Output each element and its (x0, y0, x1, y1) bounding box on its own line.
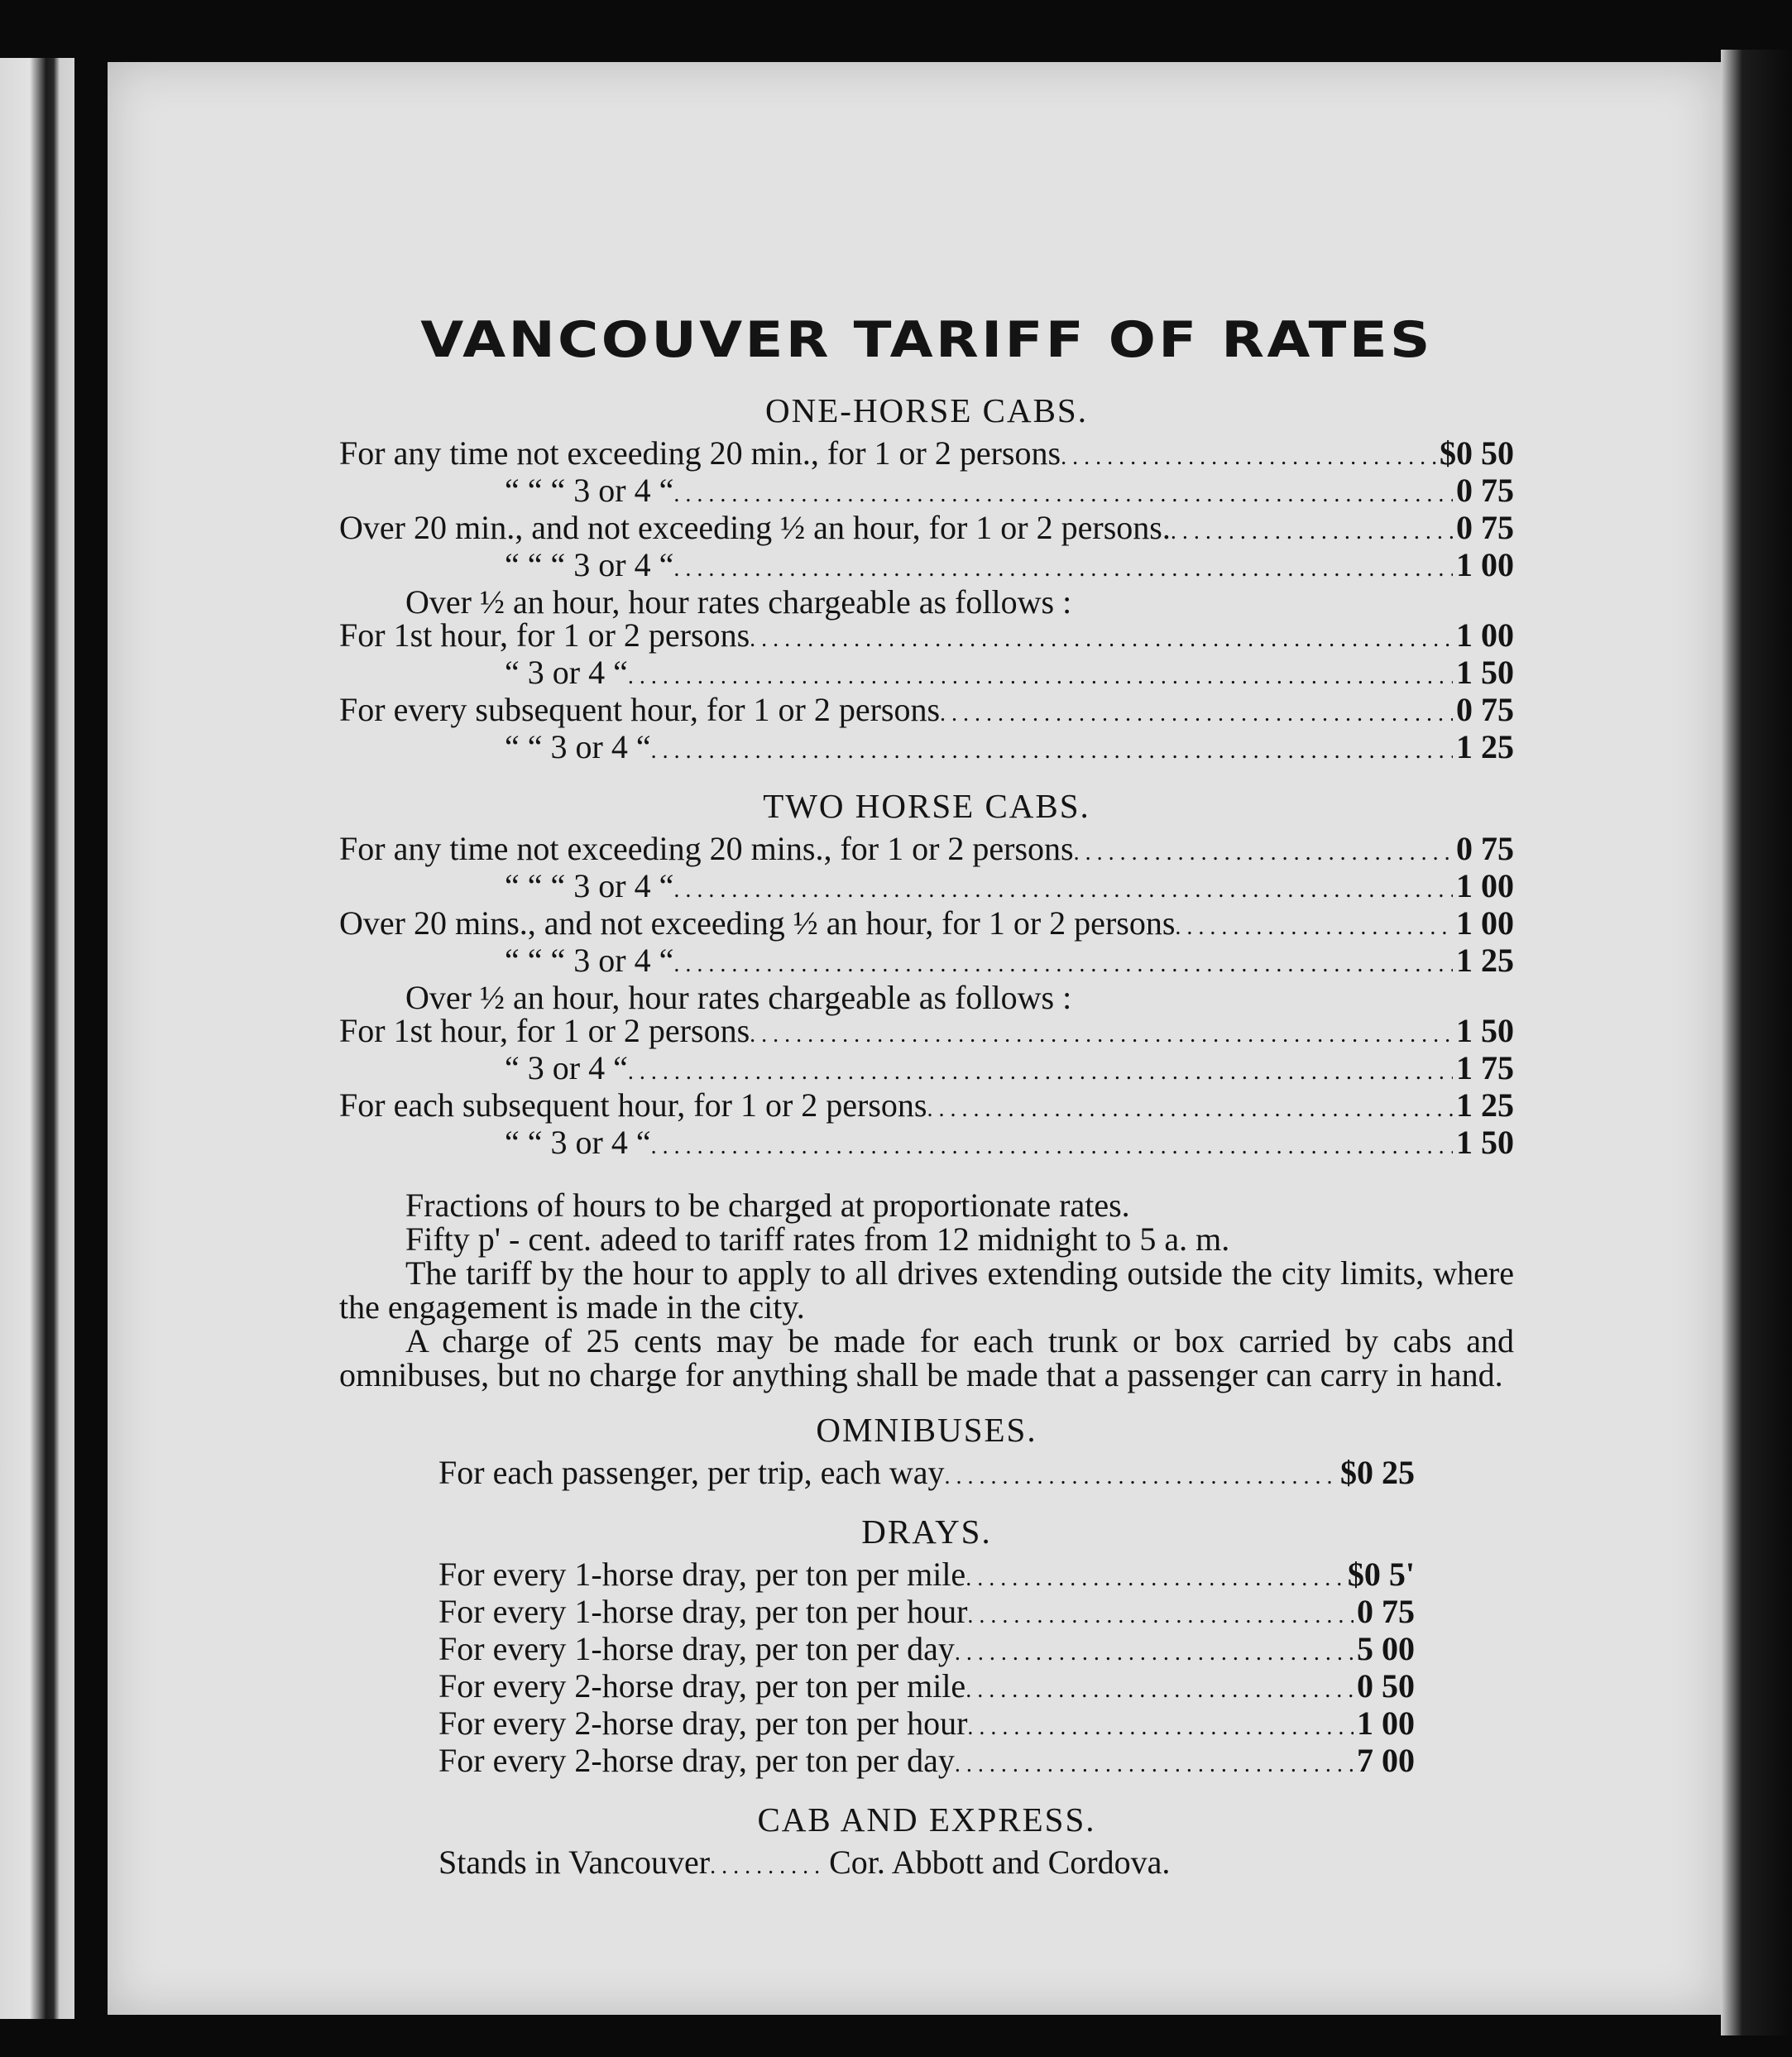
rate-label: For any time not exceeding 20 min., for 1 or 2 persons (339, 434, 1061, 472)
rate-label: For every 2-horse dray, per ton per day (438, 1742, 955, 1779)
rate-amount: 0 75 (1456, 509, 1514, 546)
rate-label: “ 3 or 4 “ (505, 1049, 628, 1086)
note-paragraph: The tariff by the hour to apply to all drives extending outside the city limits, where the engagement is made in the city. (339, 1254, 1514, 1326)
rate-row (339, 546, 1514, 586)
stand-row (438, 1846, 1415, 1883)
rate-label: For every subsequent hour, for 1 or 2 persons (339, 691, 941, 728)
rate-label: For each subsequent hour, for 1 or 2 persons (339, 1086, 927, 1124)
rate-label: “ “ “ 3 or 4 “ (505, 942, 674, 979)
rate-amount: 0 50 (1357, 1667, 1415, 1705)
cab-express-stands (339, 1846, 1415, 1883)
rate-amount: 1 25 (1456, 942, 1514, 979)
rate-amount: 0 75 (1357, 1593, 1415, 1630)
rate-label: “ “ “ 3 or 4 “ (505, 867, 674, 904)
section-heading-drays: DRAYS. (861, 1513, 992, 1551)
rate-row (438, 1558, 1415, 1595)
rate-label: “ “ “ 3 or 4 “ (505, 546, 674, 583)
rate-label: For every 1-horse dray, per ton per mile (438, 1556, 966, 1593)
note-paragraph: A charge of 25 cents may be made for each trunk or box carried by cabs and omnibuses, but no charge for anything shall be made that a passenger can carry in hand. (339, 1322, 1514, 1393)
rate-amount: 1 50 (1456, 1012, 1514, 1049)
page-title: VANCOUVER TARIFF OF RATES (420, 311, 1433, 369)
rate-amount: $0 5' (1347, 1556, 1415, 1593)
dray-rates (339, 1558, 1415, 1781)
rate-amount: 1 50 (1456, 654, 1514, 691)
rate-row (339, 904, 1514, 944)
rate-amount: 1 00 (1456, 904, 1514, 942)
rate-note: Over ½ an hour, hour rates chargeable as follows : (405, 979, 1072, 1016)
rate-row (438, 1595, 1415, 1633)
rate-row (438, 1707, 1415, 1744)
binding-edge (0, 58, 74, 2019)
stand-label: Stands in Vancouver (438, 1844, 711, 1881)
rate-amount: 1 00 (1357, 1705, 1415, 1742)
stand-location: Cor. Abbott and Cordova. (829, 1844, 1171, 1881)
rate-row (339, 1049, 1514, 1089)
section-heading-two-horse: TWO HORSE CABS. (763, 787, 1090, 825)
rate-amount: 1 00 (1456, 546, 1514, 583)
rate-amount: 0 75 (1456, 830, 1514, 867)
rate-row (438, 1630, 1415, 1670)
tariff-content (339, 308, 1514, 1883)
rate-row (438, 1456, 1415, 1494)
rate-row (438, 1667, 1415, 1707)
rate-amount: 1 00 (1456, 616, 1514, 654)
rate-amount: 7 00 (1357, 1742, 1415, 1779)
omnibus-rates (339, 1456, 1415, 1494)
note-paragraph: Fractions of hours to be charged at proportionate rates. (405, 1187, 1130, 1224)
rate-label: “ “ 3 or 4 “ (505, 1124, 651, 1161)
rate-label: For each passenger, per trip, each way (438, 1454, 945, 1491)
section-heading-one-horse: ONE-HORSE CABS. (765, 391, 1088, 429)
rate-row (339, 832, 1514, 870)
rate-label: For 1st hour, for 1 or 2 persons (339, 1012, 750, 1049)
rate-row (339, 693, 1514, 731)
rate-row (339, 434, 1514, 474)
rate-row (339, 1086, 1514, 1126)
rate-row (339, 656, 1514, 693)
rate-label: For every 2-horse dray, per ton per hour (438, 1705, 968, 1742)
rate-row (339, 474, 1514, 511)
rate-label: Over 20 min., and not exceeding ½ an hour, for 1 or 2 persons. (339, 509, 1171, 546)
rate-row (339, 616, 1514, 656)
rate-row (438, 1744, 1415, 1781)
rate-label: “ 3 or 4 “ (505, 654, 628, 691)
rate-amount: 1 50 (1456, 1124, 1514, 1161)
rate-amount: 0 75 (1456, 691, 1514, 728)
rate-label: For any time not exceeding 20 mins., for 1 or 2 persons (339, 830, 1074, 867)
rate-amount: $0 25 (1340, 1454, 1415, 1491)
rate-amount: 1 25 (1456, 1086, 1514, 1124)
rate-row (339, 1126, 1514, 1163)
rate-row (339, 1014, 1514, 1052)
section-heading-omnibuses: OMNIBUSES. (816, 1411, 1037, 1449)
rate-label: For every 1-horse dray, per ton per day (438, 1630, 955, 1667)
rate-row (339, 728, 1514, 768)
rate-amount: 5 00 (1357, 1630, 1415, 1667)
section-heading-cab-express: CAB AND EXPRESS. (757, 1800, 1096, 1839)
rate-label: For every 1-horse dray, per ton per hour (438, 1593, 968, 1630)
rate-amount: $0 50 (1440, 434, 1514, 472)
rate-row (339, 511, 1514, 549)
rate-row (339, 867, 1514, 907)
rate-label: “ “ “ 3 or 4 “ (505, 472, 674, 509)
page-edge-shadow (1721, 50, 1792, 2035)
tariff-notes (339, 1188, 1514, 1392)
rate-label: For 1st hour, for 1 or 2 persons (339, 616, 750, 654)
two-horse-rates (339, 832, 1514, 1163)
rate-label: For every 2-horse dray, per ton per mile (438, 1667, 966, 1705)
rate-note: Over ½ an hour, hour rates chargeable as follows : (405, 583, 1072, 621)
rate-amount: 0 75 (1456, 472, 1514, 509)
rate-amount: 1 00 (1456, 867, 1514, 904)
one-horse-rates (339, 434, 1514, 768)
rate-label: “ “ 3 or 4 “ (505, 728, 651, 765)
note-paragraph: Fifty p' - cent. adeed to tariff rates from 12 midnight to 5 a. m. (405, 1220, 1230, 1258)
rate-row (339, 944, 1514, 981)
rate-amount: 1 75 (1456, 1049, 1514, 1086)
rate-label: Over 20 mins., and not exceeding ½ an hour, for 1 or 2 persons (339, 904, 1176, 942)
rate-amount: 1 25 (1456, 728, 1514, 765)
